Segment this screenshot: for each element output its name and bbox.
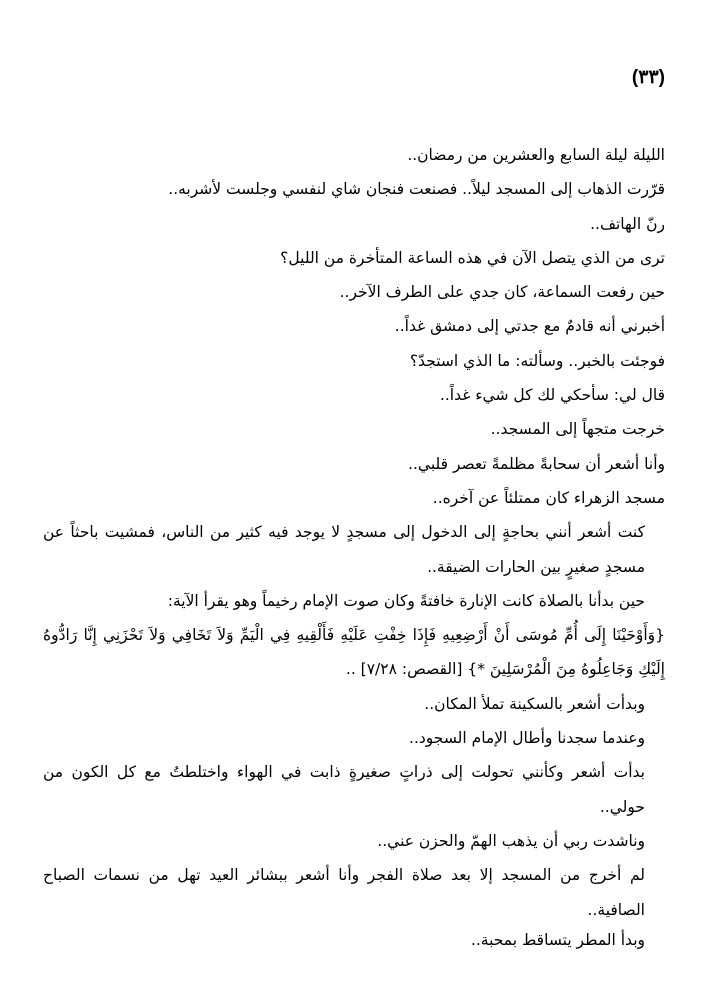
paragraph-20: وبدأ المطر يتساقط بمحبة.. (470, 930, 645, 949)
paragraph-6: أخبرني أنه قادمٌ مع جدتي إلى دمشق غداً.. (394, 317, 665, 336)
paragraph-19: لم أخرج من المسجد إلا بعد صلاة الفجر وأنا أشعر ببشائر العيد تهل من نسمات الصباح الصافية.. (43, 866, 645, 919)
paragraph-16: وعندما سجدنا وأطال الإمام السجود.. (409, 729, 645, 748)
page-number: (٣٣) (631, 67, 665, 88)
paragraph-15: وبدأت أشعر بالسكينة تملأ المكان.. (424, 694, 645, 713)
paragraph-10: وأنا أشعر أن سحابةً مظلمةً تعصر قلبي.. (408, 454, 665, 473)
paragraph-18: وناشدت ربي أن يذهب الهمّ والحزن عني.. (377, 831, 645, 850)
paragraph-5: حين رفعت السماعة، كان جدي على الطرف الآخر.. (339, 283, 665, 302)
paragraph-7: فوجئت بالخبر.. وسألته: ما الذي استجدّ؟ (409, 351, 665, 370)
paragraph-9: خرجت متجهاً إلى المسجد.. (490, 420, 665, 439)
paragraph-1: الليلة ليلة السابع والعشرين من رمضان.. (407, 146, 665, 164)
paragraph-11: مسجد الزهراء كان ممتلئاً عن آخره.. (432, 488, 665, 507)
body-text (43, 138, 665, 957)
paragraph-8: قال لي: سأحكي لك كل شيء غداً.. (439, 386, 665, 405)
paragraph-12: كنت أشعر أنني بحاجةٍ إلى الدخول إلى مسجدٍ لا يوجد فيه كثير من الناس، فمشيت باحثاً عن مسجدٍ صغيرٍ بين الحارات الضيقة.. (43, 523, 645, 576)
paragraph-17: بدأت أشعر وكأنني تحولت إلى ذراتٍ صغيرةٍ ذابت في الهواء واختلطتُ مع كل الكون من حولي.. (43, 763, 645, 816)
paragraph-3: رنّ الهاتف.. (590, 214, 665, 233)
quran-verse: {وَأَوْحَيْنَا إِلَى أُمِّ مُوسَى أَنْ أَرْضِعِيهِ فَإِذَا خِفْتِ عَلَيْهِ فَأَلْقِيهِ فِي الْيَمِّ وَلاَ تَخَافِي وَلاَ تَحْزَنِي إِنَّا رَادُّوهُ إِلَيْكِ وَجَاعِلُوهُ مِنَ الْمُرْسَلِينَ *} [القصص: ٧/٢٨] .. (43, 626, 665, 679)
paragraph-4: ترى من الذي يتصل الآن في هذه الساعة المتأخرة من الليل؟ (280, 248, 665, 267)
paragraph-13: حين بدأنا بالصلاة كانت الإنارة خافتةً وكان صوت الإمام رخيماً وهو يقرأ الآية: (167, 591, 645, 610)
paragraph-2: قرّرت الذهاب إلى المسجد ليلاً.. فصنعت فنجان شاي لنفسي وجلست لأشربه.. (168, 180, 665, 199)
